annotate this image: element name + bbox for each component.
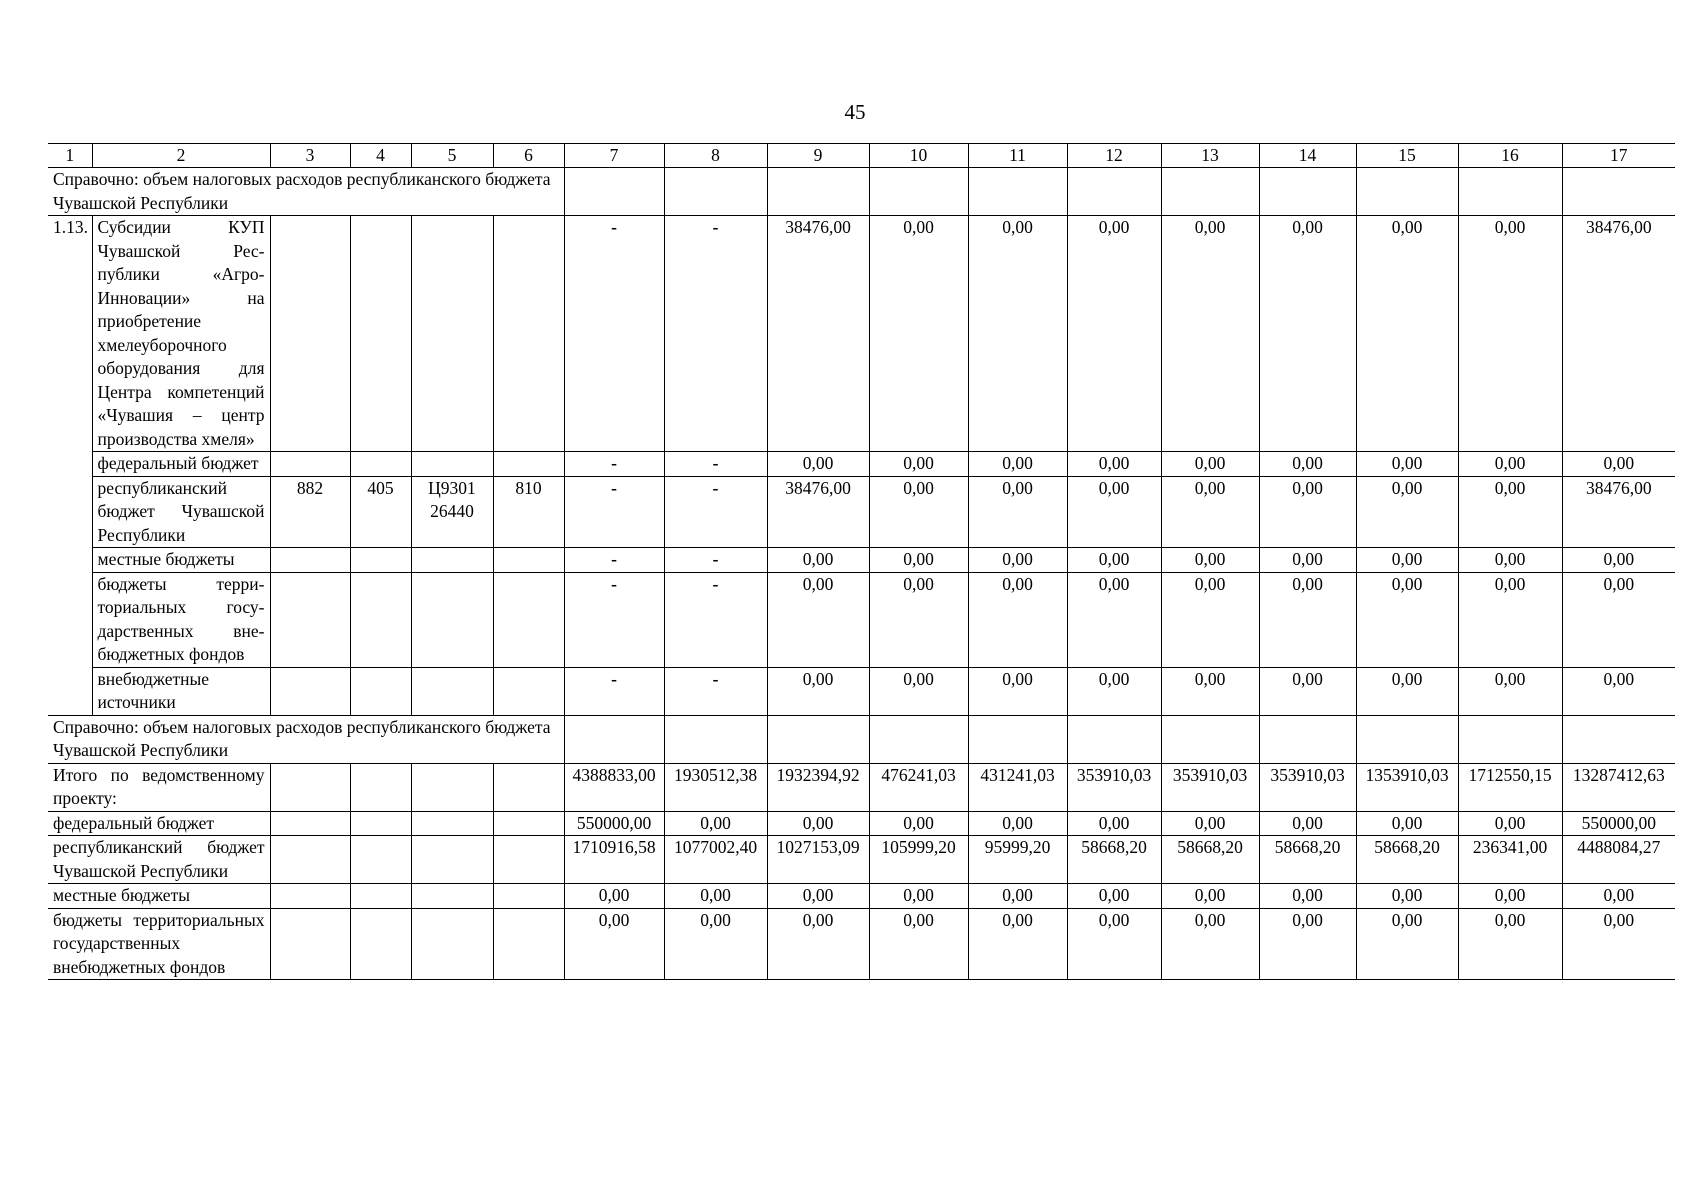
value-cell: 0,00: [1161, 452, 1259, 477]
value-cell: 0,00: [869, 884, 968, 909]
column-header: 4: [350, 144, 411, 168]
value-cell: 0,00: [767, 572, 869, 667]
row-label: бюджеты территориальных государственных внебюджетных фондов: [48, 908, 270, 980]
value-cell: 353910,03: [1161, 763, 1259, 811]
value-cell: 1077002,40: [664, 836, 767, 884]
table-row: [48, 452, 1675, 477]
table-cell: [411, 884, 493, 909]
table-row: [48, 836, 1675, 884]
table-cell: [270, 908, 350, 980]
value-cell: 0,00: [1356, 572, 1458, 667]
value-cell: 0,00: [1067, 667, 1161, 715]
table-cell: [411, 763, 493, 811]
value-cell: 0,00: [1067, 452, 1161, 477]
value-cell: 0,00: [968, 667, 1067, 715]
value-cell: 0,00: [1562, 572, 1675, 667]
table-cell: [350, 667, 411, 715]
total-label: Итого по ведомственному проекту:: [48, 763, 270, 811]
table-cell: [767, 715, 869, 763]
value-cell: 0,00: [1259, 548, 1356, 573]
value-cell: -: [664, 452, 767, 477]
value-cell: 0,00: [1161, 884, 1259, 909]
table-cell: [270, 836, 350, 884]
value-cell: 4388833,00: [564, 763, 664, 811]
column-header: 5: [411, 144, 493, 168]
table-cell: [270, 667, 350, 715]
value-cell: 431241,03: [968, 763, 1067, 811]
value-cell: 0,00: [1259, 667, 1356, 715]
table-cell: [869, 715, 968, 763]
table-cell: [270, 452, 350, 477]
row-label: бюджеты территориальных государственных внебюджетных фондов: [92, 572, 270, 667]
value-cell: -: [564, 667, 664, 715]
value-cell: 0,00: [1259, 572, 1356, 667]
table-cell: [664, 715, 767, 763]
value-cell: 0,00: [1259, 216, 1356, 452]
table-cell: [564, 168, 664, 216]
value-cell: 0,00: [1259, 811, 1356, 836]
table-cell: [493, 884, 564, 909]
row-label: республиканский бюджет Чувашской Республики: [92, 476, 270, 548]
table-cell: [1067, 715, 1161, 763]
value-cell: 0,00: [1161, 908, 1259, 980]
table-cell: [411, 811, 493, 836]
value-cell: 0,00: [767, 667, 869, 715]
table-cell: [968, 715, 1067, 763]
table-cell: [1562, 168, 1675, 216]
table-cell: [411, 836, 493, 884]
csr-code: Ц9301 26440: [411, 476, 493, 548]
table-cell: [411, 667, 493, 715]
value-cell: 0,00: [1067, 572, 1161, 667]
value-cell: 0,00: [869, 216, 968, 452]
value-cell: 0,00: [767, 908, 869, 980]
value-cell: 0,00: [968, 452, 1067, 477]
column-header: 7: [564, 144, 664, 168]
column-header: 16: [1458, 144, 1562, 168]
table-cell: [1458, 168, 1562, 216]
column-header: 12: [1067, 144, 1161, 168]
column-header: 17: [1562, 144, 1675, 168]
table-cell: [350, 763, 411, 811]
item-name: Субсидии КУП Чувашской Республики «АгроИнновации» на приобретение хмелеуборочного оборудования для Центра компетенций «Чувашия – центр производства хмеля»: [92, 216, 270, 452]
value-cell: 0,00: [1356, 811, 1458, 836]
value-cell: -: [564, 476, 664, 548]
value-cell: 0,00: [1161, 667, 1259, 715]
value-cell: 0,00: [1458, 548, 1562, 573]
value-cell: 0,00: [1067, 216, 1161, 452]
table-cell: [1161, 168, 1259, 216]
table-cell: [493, 836, 564, 884]
column-header: 1: [48, 144, 92, 168]
table-cell: [869, 168, 968, 216]
value-cell: 0,00: [1356, 908, 1458, 980]
value-cell: 0,00: [1067, 476, 1161, 548]
table-cell: [270, 763, 350, 811]
grbs-code: 882: [270, 476, 350, 548]
column-header: 6: [493, 144, 564, 168]
vr-code: 810: [493, 476, 564, 548]
value-cell: 0,00: [1458, 216, 1562, 452]
value-cell: 95999,20: [968, 836, 1067, 884]
table-cell: [1161, 715, 1259, 763]
value-cell: 0,00: [1458, 452, 1562, 477]
table-cell: [493, 811, 564, 836]
row-label: федеральный бюджет: [92, 452, 270, 477]
value-cell: 0,00: [1458, 884, 1562, 909]
value-cell: 0,00: [1161, 548, 1259, 573]
value-cell: 0,00: [869, 908, 968, 980]
value-cell: 0,00: [1259, 476, 1356, 548]
value-cell: 0,00: [564, 908, 664, 980]
item-number: 1.13.: [48, 216, 92, 716]
table-cell: [270, 216, 350, 452]
value-cell: 38476,00: [767, 476, 869, 548]
value-cell: 0,00: [1356, 476, 1458, 548]
table-cell: [350, 452, 411, 477]
value-cell: 236341,00: [1458, 836, 1562, 884]
value-cell: 0,00: [1067, 884, 1161, 909]
value-cell: 38476,00: [1562, 216, 1675, 452]
table-row: [48, 476, 1675, 548]
value-cell: 38476,00: [767, 216, 869, 452]
value-cell: -: [564, 216, 664, 452]
value-cell: 0,00: [968, 476, 1067, 548]
table-cell: [1259, 715, 1356, 763]
page-number: 45: [844, 100, 866, 124]
value-cell: -: [664, 572, 767, 667]
value-cell: -: [564, 548, 664, 573]
value-cell: 0,00: [1356, 548, 1458, 573]
table-row: [48, 667, 1675, 715]
value-cell: 0,00: [1562, 908, 1675, 980]
row-label: местные бюджеты: [92, 548, 270, 573]
value-cell: 1930512,38: [664, 763, 767, 811]
value-cell: 58668,20: [1356, 836, 1458, 884]
column-number-row: [48, 144, 1675, 168]
table-cell: [493, 667, 564, 715]
table-cell: [493, 216, 564, 452]
table-cell: [493, 572, 564, 667]
value-cell: 0,00: [968, 572, 1067, 667]
table-cell: [564, 715, 664, 763]
table-cell: [1562, 715, 1675, 763]
row-label: федеральный бюджет: [48, 811, 270, 836]
value-cell: 0,00: [1562, 884, 1675, 909]
value-cell: 0,00: [1259, 908, 1356, 980]
value-cell: 0,00: [869, 667, 968, 715]
value-cell: 58668,20: [1067, 836, 1161, 884]
column-header: 9: [767, 144, 869, 168]
value-cell: 0,00: [1458, 572, 1562, 667]
value-cell: 0,00: [767, 884, 869, 909]
value-cell: 1027153,09: [767, 836, 869, 884]
value-cell: 0,00: [869, 548, 968, 573]
value-cell: 0,00: [664, 811, 767, 836]
value-cell: 0,00: [564, 884, 664, 909]
table-cell: [1259, 168, 1356, 216]
value-cell: 0,00: [869, 811, 968, 836]
value-cell: 0,00: [968, 908, 1067, 980]
value-cell: 0,00: [1161, 476, 1259, 548]
value-cell: 0,00: [869, 476, 968, 548]
table-cell: [1356, 715, 1458, 763]
value-cell: 0,00: [1161, 572, 1259, 667]
table-cell: [411, 216, 493, 452]
value-cell: 0,00: [1458, 476, 1562, 548]
table-cell: [1067, 168, 1161, 216]
value-cell: -: [564, 572, 664, 667]
value-cell: 0,00: [968, 548, 1067, 573]
value-cell: -: [564, 452, 664, 477]
table-cell: [767, 168, 869, 216]
column-header: 3: [270, 144, 350, 168]
value-cell: 0,00: [1458, 908, 1562, 980]
column-header: 13: [1161, 144, 1259, 168]
value-cell: 0,00: [1259, 452, 1356, 477]
table-cell: [411, 572, 493, 667]
value-cell: 0,00: [1562, 452, 1675, 477]
table-cell: [493, 548, 564, 573]
value-cell: 0,00: [1562, 667, 1675, 715]
value-cell: 0,00: [869, 452, 968, 477]
value-cell: 0,00: [869, 572, 968, 667]
value-cell: 0,00: [664, 884, 767, 909]
column-header: 11: [968, 144, 1067, 168]
column-header: 2: [92, 144, 270, 168]
value-cell: 0,00: [1259, 884, 1356, 909]
column-header: 14: [1259, 144, 1356, 168]
table-cell: [270, 811, 350, 836]
value-cell: 0,00: [1067, 811, 1161, 836]
row-label: местные бюджеты: [48, 884, 270, 909]
table-cell: [1356, 168, 1458, 216]
table-cell: [350, 216, 411, 452]
table-row: [48, 572, 1675, 667]
table-row-total: [48, 763, 1675, 811]
table-cell: [350, 836, 411, 884]
value-cell: 550000,00: [564, 811, 664, 836]
reference-note: Справочно: объем налоговых расходов республиканского бюджета Чувашской Республики: [48, 168, 564, 216]
value-cell: 353910,03: [1067, 763, 1161, 811]
value-cell: 0,00: [1161, 216, 1259, 452]
table-cell: [1458, 715, 1562, 763]
value-cell: 0,00: [968, 216, 1067, 452]
table-cell: [270, 572, 350, 667]
value-cell: 0,00: [1356, 884, 1458, 909]
row-label: республиканский бюджет Чувашской Республики: [48, 836, 270, 884]
value-cell: 13287412,63: [1562, 763, 1675, 811]
table-cell: [493, 452, 564, 477]
table-cell: [350, 884, 411, 909]
value-cell: 4488084,27: [1562, 836, 1675, 884]
value-cell: -: [664, 216, 767, 452]
value-cell: 0,00: [1356, 216, 1458, 452]
value-cell: 1712550,15: [1458, 763, 1562, 811]
column-header: 8: [664, 144, 767, 168]
table-cell: [350, 572, 411, 667]
table-cell: [350, 908, 411, 980]
value-cell: 0,00: [1458, 811, 1562, 836]
value-cell: 0,00: [968, 884, 1067, 909]
value-cell: 58668,20: [1161, 836, 1259, 884]
reference-note: Справочно: объем налоговых расходов республиканского бюджета Чувашской Республики: [48, 715, 564, 763]
table-cell: [493, 908, 564, 980]
table-cell: [664, 168, 767, 216]
value-cell: 550000,00: [1562, 811, 1675, 836]
value-cell: 0,00: [1356, 452, 1458, 477]
value-cell: 0,00: [1067, 908, 1161, 980]
value-cell: 0,00: [1067, 548, 1161, 573]
reference-note-row: [48, 168, 1675, 216]
table-cell: [411, 908, 493, 980]
table-row: [48, 548, 1675, 573]
table-cell: [411, 548, 493, 573]
table-cell: [411, 452, 493, 477]
value-cell: 0,00: [767, 811, 869, 836]
value-cell: -: [664, 667, 767, 715]
table-cell: [493, 763, 564, 811]
column-header: 10: [869, 144, 968, 168]
value-cell: 105999,20: [869, 836, 968, 884]
value-cell: -: [664, 476, 767, 548]
table-row: [48, 811, 1675, 836]
table-cell: [350, 811, 411, 836]
table-cell: [270, 884, 350, 909]
value-cell: 1710916,58: [564, 836, 664, 884]
value-cell: 38476,00: [1562, 476, 1675, 548]
value-cell: 1932394,92: [767, 763, 869, 811]
value-cell: 0,00: [664, 908, 767, 980]
value-cell: -: [664, 548, 767, 573]
table-row-item-1-13: [48, 216, 1675, 452]
rzpr-code: 405: [350, 476, 411, 548]
value-cell: 353910,03: [1259, 763, 1356, 811]
value-cell: 0,00: [1356, 667, 1458, 715]
budget-table: [48, 143, 1675, 980]
row-label: внебюджетные источники: [92, 667, 270, 715]
column-header: 15: [1356, 144, 1458, 168]
value-cell: 0,00: [767, 452, 869, 477]
table-row: [48, 884, 1675, 909]
reference-note-row: [48, 715, 1675, 763]
value-cell: 0,00: [1458, 667, 1562, 715]
value-cell: 0,00: [767, 548, 869, 573]
value-cell: 476241,03: [869, 763, 968, 811]
value-cell: 0,00: [968, 811, 1067, 836]
value-cell: 1353910,03: [1356, 763, 1458, 811]
value-cell: 0,00: [1161, 811, 1259, 836]
table-row: [48, 908, 1675, 980]
value-cell: 0,00: [1562, 548, 1675, 573]
table-cell: [350, 548, 411, 573]
value-cell: 58668,20: [1259, 836, 1356, 884]
table-cell: [270, 548, 350, 573]
table-cell: [968, 168, 1067, 216]
